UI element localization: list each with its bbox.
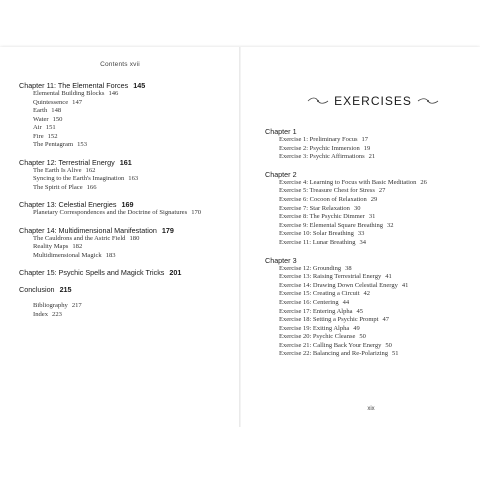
chapter-entry — [19, 200, 229, 209]
exercise-page: 45 — [356, 307, 363, 315]
exercise-page: 34 — [359, 238, 366, 246]
chapter-title: Chapter 15: Psychic Spells and Magick Tricks — [19, 268, 165, 277]
section-page: 223 — [52, 310, 62, 318]
section-page: 148 — [51, 107, 62, 114]
exercise-title: Exercise 13: Raising Terrestrial Energy — [279, 273, 382, 281]
page-number: xix — [367, 406, 375, 412]
top-margin — [0, 0, 480, 47]
section-page: 150 — [52, 115, 63, 123]
section-title: The Earth Is Alive — [33, 166, 82, 174]
exercise-page: 19 — [363, 144, 371, 152]
exercise-page: 41 — [401, 281, 409, 289]
exercise-title: Exercise 16: Centering — [279, 298, 339, 306]
exercise-entry — [279, 179, 465, 188]
section-page: 147 — [72, 98, 83, 106]
exercise-entry — [279, 230, 465, 239]
exercise-page: 49 — [353, 324, 360, 332]
exercise-title: Exercise 5: Treasure Chest for Stress — [279, 187, 375, 195]
section-page: 182 — [72, 243, 83, 250]
section-entry — [33, 107, 229, 116]
chapter-title: Chapter 13: Celestial Energies — [19, 200, 117, 209]
section-title: Planetary Correspondences and the Doctrine of Signatures — [33, 209, 188, 216]
exercise-entry — [279, 239, 465, 248]
chapter-entry — [19, 268, 229, 277]
exercise-title: Exercise 18: Setting a Psychic Prompt — [279, 316, 379, 324]
section-page: 162 — [85, 166, 96, 174]
exercise-title: Exercise 11: Lunar Breathing — [279, 238, 356, 246]
section-page: 146 — [108, 90, 119, 97]
section-entry — [33, 167, 229, 176]
exercise-title: Exercise 22: Balancing and Re-Polarizing — [279, 350, 389, 358]
exercise-page: 30 — [353, 204, 361, 212]
section-title: The Cauldrons and the Astric Field — [33, 234, 126, 242]
exercise-title: Exercise 8: The Psychic Dimmer — [279, 213, 365, 221]
chapter-title: Chapter 12: Terrestrial Energy — [19, 157, 115, 167]
section-title: Fire — [33, 132, 44, 140]
section-title: The Pentagram — [33, 141, 74, 148]
right-flourish-icon — [417, 97, 439, 105]
section-page: 180 — [129, 234, 140, 242]
exercise-page: 17 — [361, 136, 369, 143]
section-entry — [33, 133, 229, 142]
exercise-entry — [279, 316, 465, 325]
exercise-title: Exercise 19: Exiting Alpha — [279, 324, 350, 332]
exercise-page: 21 — [368, 153, 376, 161]
section-entry — [33, 243, 229, 252]
section-entry — [33, 141, 229, 150]
exercise-chapter-heading: Chapter 1 — [265, 127, 297, 136]
exercise-page: 31 — [368, 213, 376, 221]
exercises-title: EXERCISES — [334, 94, 412, 108]
contents-list — [19, 81, 229, 327]
exercise-title: Exercise 1: Preliminary Focus — [279, 136, 358, 143]
exercise-entry — [279, 222, 465, 231]
section-entry — [33, 99, 229, 108]
exercise-title: Exercise 14: Drawing Down Celestial Energy — [279, 281, 398, 289]
section-page: 153 — [77, 141, 87, 148]
exercise-title: Exercise 15: Creating a Circuit — [279, 290, 360, 298]
chapter-page: 201 — [169, 268, 182, 277]
exercise-entry — [279, 299, 465, 308]
section-entry — [33, 90, 229, 99]
exercise-title: Exercise 12: Grounding — [279, 264, 342, 272]
exercise-page: 50 — [385, 341, 392, 349]
chapter-page: 161 — [119, 157, 132, 167]
section-title: Elemental Building Blocks — [33, 90, 105, 97]
chapter-page: 145 — [133, 81, 146, 90]
section-title: Index — [33, 310, 49, 318]
exercise-page: 33 — [357, 230, 365, 238]
exercise-page: 44 — [342, 298, 350, 306]
section-title: Bibliography — [33, 302, 68, 309]
section-page: 217 — [71, 302, 82, 309]
exercise-page: 41 — [385, 273, 392, 281]
exercise-entry — [279, 325, 465, 334]
section-entry — [33, 235, 229, 244]
exercise-page: 38 — [345, 264, 352, 272]
section-entry — [33, 209, 229, 218]
exercise-entry — [279, 308, 465, 317]
chapter-page: 215 — [59, 285, 72, 294]
section-entry — [33, 311, 229, 320]
section-title: Multidimensional Magick — [33, 251, 102, 259]
exercise-entry — [279, 273, 465, 282]
exercise-page: 27 — [378, 187, 386, 195]
exercise-page: 32 — [386, 221, 394, 229]
exercise-entry — [279, 187, 465, 196]
section-entry — [33, 184, 229, 193]
exercise-title: Exercise 17: Entering Alpha — [279, 307, 353, 315]
exercise-chapter-heading: Chapter 2 — [265, 169, 297, 179]
chapter-entry — [19, 226, 229, 235]
section-page: 183 — [105, 251, 116, 259]
exercise-title: Exercise 9: Elemental Square Breathing — [279, 221, 383, 229]
chapter-entry — [19, 285, 229, 294]
exercise-entry — [279, 213, 465, 222]
section-title: Earth — [33, 107, 48, 114]
section-page: 163 — [128, 175, 139, 182]
exercise-page: 47 — [382, 316, 389, 324]
exercise-title: Exercise 3: Psychic Affirmations — [279, 153, 365, 161]
exercise-title: Exercise 10: Solar Breathing — [279, 230, 354, 238]
exercise-page: 26 — [420, 178, 427, 186]
chapter-title: Chapter 11: The Elemental Forces — [19, 81, 129, 90]
exercises-list — [265, 127, 465, 367]
exercise-entry — [279, 282, 465, 291]
section-entry — [33, 252, 229, 261]
exercise-entry — [279, 205, 465, 214]
exercise-title: Exercise 6: Cocoon of Relaxation — [279, 195, 367, 203]
exercise-entry — [279, 265, 465, 274]
exercise-entry — [279, 333, 465, 342]
exercise-page: 29 — [370, 195, 378, 203]
bottom-margin — [0, 427, 480, 480]
exercise-entry — [279, 350, 465, 359]
exercises-heading — [306, 93, 440, 109]
section-entry — [33, 116, 229, 125]
section-entry — [33, 302, 229, 311]
chapter-entry — [19, 158, 229, 167]
exercise-page: 51 — [392, 350, 399, 358]
chapter-title: Conclusion — [19, 285, 55, 294]
exercise-page: 42 — [363, 290, 371, 298]
exercise-entry — [279, 342, 465, 351]
section-page: 170 — [191, 209, 202, 216]
chapter-title: Chapter 14: Multidimensional Manifestation — [19, 225, 157, 235]
exercise-chapter-heading: Chapter 3 — [265, 255, 297, 265]
exercise-entry — [279, 145, 465, 154]
section-entry — [33, 175, 229, 184]
chapter-entry — [19, 81, 229, 90]
exercise-title: Exercise 4: Learning to Focus with Basic Meditation — [279, 178, 417, 186]
exercise-entry — [279, 196, 465, 205]
exercise-entry — [279, 136, 465, 145]
section-page: 152 — [47, 132, 58, 140]
exercise-title: Exercise 20: Psychic Cleanse — [279, 333, 356, 341]
book-gutter — [239, 47, 241, 427]
exercise-title: Exercise 7: Star Relaxation — [279, 204, 350, 212]
left-flourish-icon — [307, 97, 329, 105]
section-title: Water — [33, 115, 49, 123]
section-title: Quintessence — [33, 98, 69, 106]
exercise-title: Exercise 21: Calling Back Your Energy — [279, 341, 382, 349]
section-entry — [33, 124, 229, 133]
section-page: 151 — [45, 124, 56, 131]
chapter-page: 169 — [121, 200, 134, 209]
section-title: The Spirit of Place — [33, 183, 83, 191]
exercise-entry — [279, 153, 465, 162]
running-head: Contents xvii — [100, 61, 140, 68]
exercise-title: Exercise 2: Psychic Immersion — [279, 144, 360, 152]
section-page: 166 — [86, 183, 97, 191]
section-title: Reality Maps — [33, 243, 69, 250]
chapter-page: 179 — [161, 225, 174, 235]
exercise-entry — [279, 290, 465, 299]
exercise-page: 50 — [359, 333, 366, 341]
section-title: Syncing to the Earth's Imagination — [33, 175, 125, 182]
section-title: Air — [33, 124, 42, 131]
